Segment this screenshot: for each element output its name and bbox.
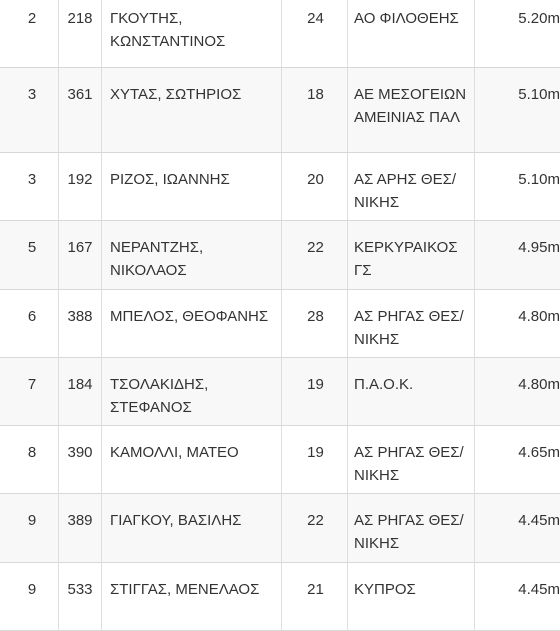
club-cell: Π.Α.Ο.Κ.	[348, 358, 475, 425]
club-cell: ΚΕΡΚΥΡΑΙΚΟΣ ΓΣ	[348, 221, 475, 289]
athlete-name-cell: ΓΙΑΓΚΟΥ, ΒΑΣΙΛΗΣ	[102, 494, 282, 562]
table-row	[0, 494, 560, 563]
table-row	[0, 0, 560, 68]
age-cell: 22	[282, 221, 348, 289]
mark-cell: 5.10m	[518, 171, 560, 188]
age-cell: 20	[282, 153, 348, 220]
athlete-name-cell: ΣΤΙΓΓΑΣ, ΜΕΝΕΛΑΟΣ	[102, 563, 282, 630]
club-cell: ΑΣ ΑΡΗΣ ΘΕΣ/ΝΙΚΗΣ	[348, 153, 475, 220]
bib-cell: 361	[59, 68, 102, 152]
athlete-name-cell: ΤΣΟΛΑΚΙΔΗΣ, ΣΤΕΦΑΝΟΣ	[102, 358, 282, 425]
rank-cell: 3	[0, 153, 59, 220]
athlete-name-cell: ΚΑΜΟΛΛΙ, ΜΑΤΕΟ	[102, 426, 282, 493]
table-row	[0, 153, 560, 221]
rank-cell: 2	[0, 0, 59, 67]
table-row	[0, 426, 560, 494]
bib-cell: 167	[59, 221, 102, 289]
bib-cell: 218	[59, 0, 102, 67]
club-cell: ΑΟ ΦΙΛΟΘΕΗΣ	[348, 0, 475, 67]
bib-cell: 192	[59, 153, 102, 220]
athlete-name-cell: ΡΙΖΟΣ, ΙΩΑΝΝΗΣ	[102, 153, 282, 220]
rank-cell: 9	[0, 563, 59, 630]
table-row	[0, 290, 560, 358]
mark-cell: 4.45m	[518, 512, 560, 529]
bib-cell: 388	[59, 290, 102, 357]
mark-cell: 4.65m	[518, 444, 560, 461]
bib-cell: 533	[59, 563, 102, 630]
age-cell: 28	[282, 290, 348, 357]
table-row	[0, 358, 560, 426]
rank-cell: 6	[0, 290, 59, 357]
club-cell: ΑΕ ΜΕΣΟΓΕΙΩΝ ΑΜΕΙΝΙΑΣ ΠΑΛ	[348, 68, 475, 152]
rank-cell: 9	[0, 494, 59, 562]
athlete-name-cell: ΓΚΟΥΤΗΣ, ΚΩΝΣΤΑΝΤΙΝΟΣ	[102, 0, 282, 67]
athlete-name-cell: ΜΠΕΛΟΣ, ΘΕΟΦΑΝΗΣ	[102, 290, 282, 357]
mark-cell: 5.20m	[518, 10, 560, 27]
athlete-name-cell: ΧΥΤΑΣ, ΣΩΤΗΡΙΟΣ	[102, 68, 282, 152]
bib-cell: 389	[59, 494, 102, 562]
mark-cell: 4.80m	[518, 376, 560, 393]
mark-cell: 5.10m	[518, 86, 560, 103]
table-row	[0, 68, 560, 153]
age-cell: 24	[282, 0, 348, 67]
table-row	[0, 563, 560, 631]
club-cell: ΚΥΠΡΟΣ	[348, 563, 475, 630]
club-cell: ΑΣ ΡΗΓΑΣ ΘΕΣ/ΝΙΚΗΣ	[348, 494, 475, 562]
age-cell: 22	[282, 494, 348, 562]
rank-cell: 5	[0, 221, 59, 289]
rank-cell: 7	[0, 358, 59, 425]
mark-cell: 4.95m	[518, 239, 560, 256]
age-cell: 19	[282, 426, 348, 493]
age-cell: 18	[282, 68, 348, 152]
rank-cell: 8	[0, 426, 59, 493]
mark-cell: 4.45m	[518, 581, 560, 598]
table-row	[0, 221, 560, 290]
age-cell: 19	[282, 358, 348, 425]
rank-cell: 3	[0, 68, 59, 152]
bib-cell: 390	[59, 426, 102, 493]
bib-cell: 184	[59, 358, 102, 425]
club-cell: ΑΣ ΡΗΓΑΣ ΘΕΣ/ΝΙΚΗΣ	[348, 290, 475, 357]
athlete-name-cell: ΝΕΡΑΝΤΖΗΣ, ΝΙΚΟΛΑΟΣ	[102, 221, 282, 289]
age-cell: 21	[282, 563, 348, 630]
club-cell: ΑΣ ΡΗΓΑΣ ΘΕΣ/ΝΙΚΗΣ	[348, 426, 475, 493]
mark-cell: 4.80m	[518, 308, 560, 325]
